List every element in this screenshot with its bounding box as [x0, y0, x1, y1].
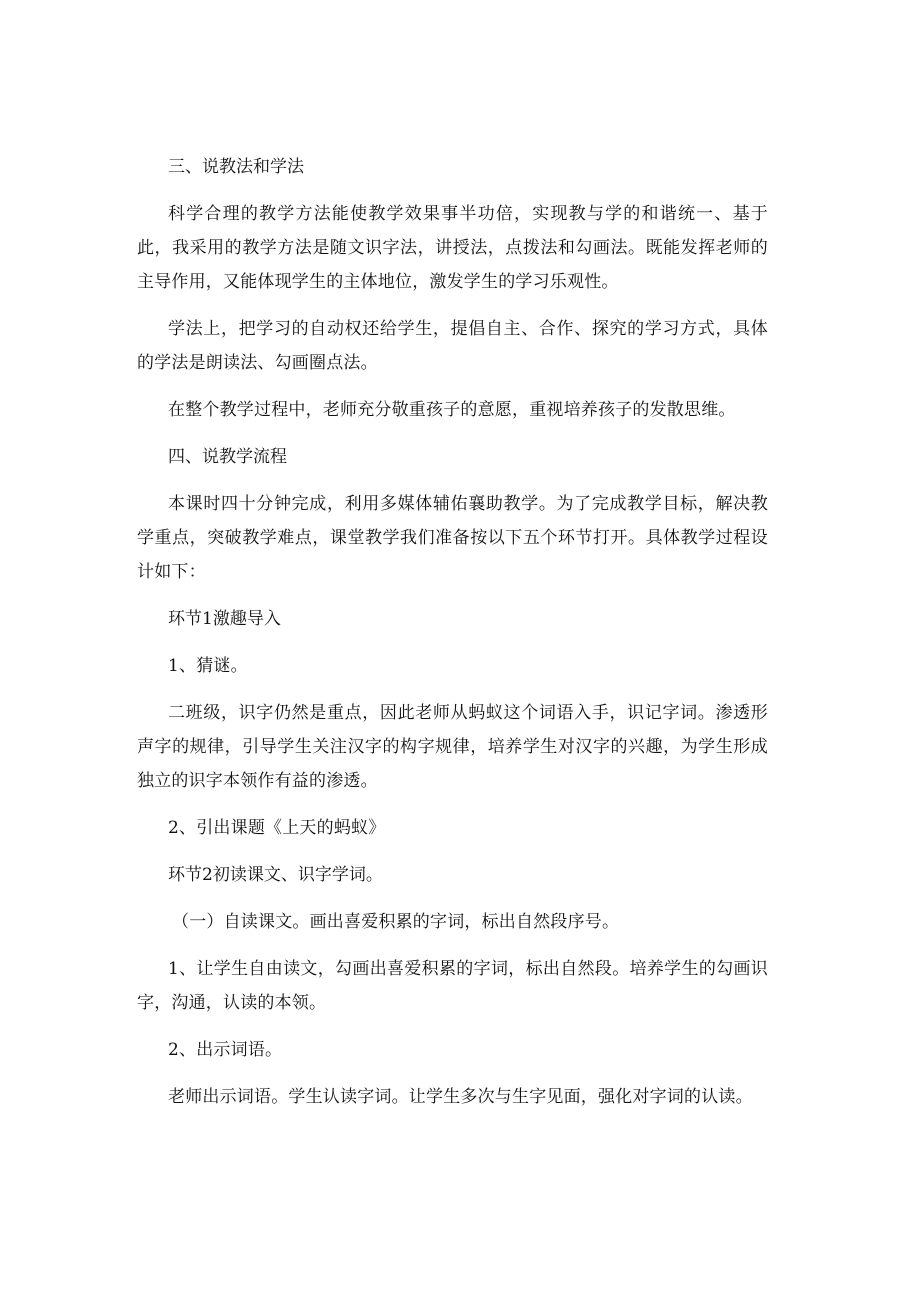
paragraph-riddle: 1、猜谜。: [168, 656, 248, 676]
paragraph-flow-overview: 本课时四十分钟完成，利用多媒体辅佑襄助教学。为了完成教学目标，解决教学重点，突破教学难点，课堂教学我们准备按以下五个环节打开。具体教学过程设计如下：: [137, 494, 768, 582]
paragraph-teaching-methods: 科学合理的教学方法能使教学效果事半功倍，实现教与学的和谐统一、基于此，我采用的教学方法是随文识字法，讲授法，点拨法和勾画法。既能发挥老师的主导作用，又能体现学生的主体地位，激发学生的学习乐观性。: [137, 204, 768, 292]
paragraph-teaching-process-respect: 在整个教学过程中，老师充分敬重孩子的意愿，重视培养孩子的发散思维。: [168, 400, 736, 420]
paragraph-learning-methods: 学法上，把学习的自动权还给学生，提倡自主、合作、探究的学习方式，具体的学法是朗读法、勾画圈点法。: [137, 319, 768, 373]
section-heading-step-2: 环节2初读课文、识字学词。: [168, 865, 383, 885]
section-heading-teaching-methods: 三、说教法和学法: [168, 157, 304, 177]
document-body: [137, 150, 768, 1114]
paragraph-self-reading: （一）自读课文。画出喜爱积累的字词，标出自然段序号。: [172, 912, 620, 932]
paragraph-teacher-shows-words: 老师出示词语。学生认读字词。让学生多次与生字见面，强化对字词的认读。: [168, 1087, 753, 1107]
section-heading-step-1: 环节1激趣导入: [168, 609, 281, 629]
section-heading-teaching-flow: 四、说教学流程: [168, 447, 287, 467]
paragraph-literacy-focus: 二班级，识字仍然是重点，因此老师从蚂蚁这个词语入手，识记字词。渗透形声字的规律，引导学生关注汉字的构字规律，培养学生对汉字的兴趣，为学生形成独立的识字本领作有益的渗透。: [137, 703, 768, 791]
paragraph-free-reading: 1、让学生自由读文，勾画出喜爱积累的字词，标出自然段。培养学生的勾画识字，沟通，认读的本领。: [137, 959, 768, 1013]
paragraph-show-words: 2、出示词语。: [168, 1040, 283, 1060]
paragraph-lead-topic: 2、引出课题《上天的蚂蚁》: [168, 818, 386, 838]
